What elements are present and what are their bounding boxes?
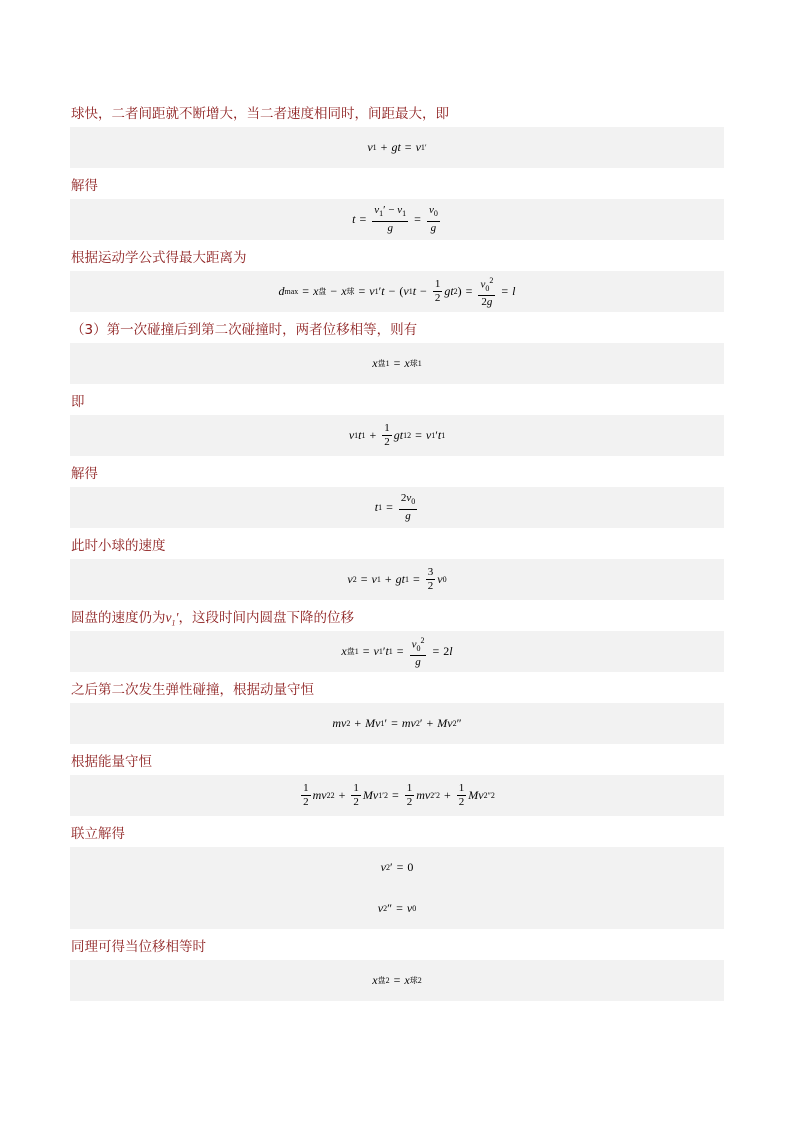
text-line: 即 xyxy=(71,394,85,410)
formula: x 盘1 = x 球1 xyxy=(372,356,422,370)
formula-box xyxy=(70,847,724,888)
formula-box xyxy=(70,127,724,168)
formula: t 1 = $\frac{2v_0}{g}$ xyxy=(374,492,416,522)
text-segment: 圆盘的速度仍为 xyxy=(71,610,166,626)
formula-box xyxy=(70,775,724,816)
text-line: 根据运动学公式得最大距离为 xyxy=(71,250,247,266)
formula: $\frac{1}{2}$ mv 2 2 + $\frac{1}{2}$ Mv 1 ′2 = $\frac{1}{2}$ mv 2 ′2 + $\frac{1}{2}$ Mv 2 ″2 xyxy=(303,782,495,808)
text-line: 联立解得 xyxy=(71,826,125,842)
formula-box xyxy=(70,487,724,528)
formula: mv 2 + Mv 1 ′ = mv 2 ′ + Mv 2 ″ xyxy=(332,716,462,730)
formula: v 2 = v 1 + gt 1 = $\frac{3}{2}$ v 0 xyxy=(347,566,447,592)
formula-box xyxy=(70,199,724,240)
text-line: 此时小球的速度 xyxy=(71,538,166,554)
formula-box xyxy=(70,888,724,929)
text-line: 解得 xyxy=(71,466,98,482)
formula-box xyxy=(70,271,724,312)
formula: v 1 t 1 + $\frac{1}{2}$ gt 1 2 = v 1 ′ t 1 xyxy=(348,422,446,448)
text-line: 同理可得当位移相等时 xyxy=(71,939,206,955)
text-line: 球快，二者间距就不断增大，当二者速度相同时，间距最大，即 xyxy=(71,106,449,122)
formula: d max = x 盘 − x 球 = v 1 ′ t − ( v 1 t − $\frac{1}{2}$ gt 2 ) = $\frac{v_0^2}{2g}$ = l xyxy=(278,276,516,308)
text-segment: ，这段时间内圆盘下降的位移 xyxy=(178,610,354,626)
text-line: 解得 xyxy=(71,178,98,194)
formula-box xyxy=(70,960,724,1001)
formula-box xyxy=(70,343,724,384)
formula: v 2 ″ = v 0 xyxy=(377,901,417,915)
formula: x 盘2 = x 球2 xyxy=(372,973,422,987)
text-line: （3）第一次碰撞后到第二次碰撞时，两者位移相等，则有 xyxy=(71,322,418,338)
formula: x 盘1 = v 1 ′ t 1 = $\frac{v_0^2}{g}$ = 2 l xyxy=(341,636,453,668)
text-line xyxy=(70,605,724,631)
solution-content xyxy=(70,101,724,1006)
formula: v 2 ′ = 0 xyxy=(380,860,414,874)
text-line: 之后第二次发生弹性碰撞，根据动量守恒 xyxy=(71,682,314,698)
formula: v 1 + gt = v 1 ′ xyxy=(367,140,427,154)
text-line: 根据能量守恒 xyxy=(71,754,152,770)
formula-box xyxy=(70,703,724,744)
formula-box xyxy=(70,415,724,456)
formula-box xyxy=(70,631,724,672)
formula-box xyxy=(70,559,724,600)
formula: t = $\frac{v_1' - v_1}{g}$ = $\frac{v_0}{g}$ xyxy=(352,204,438,234)
inline-formula: $v_1'$ xyxy=(165,610,179,628)
